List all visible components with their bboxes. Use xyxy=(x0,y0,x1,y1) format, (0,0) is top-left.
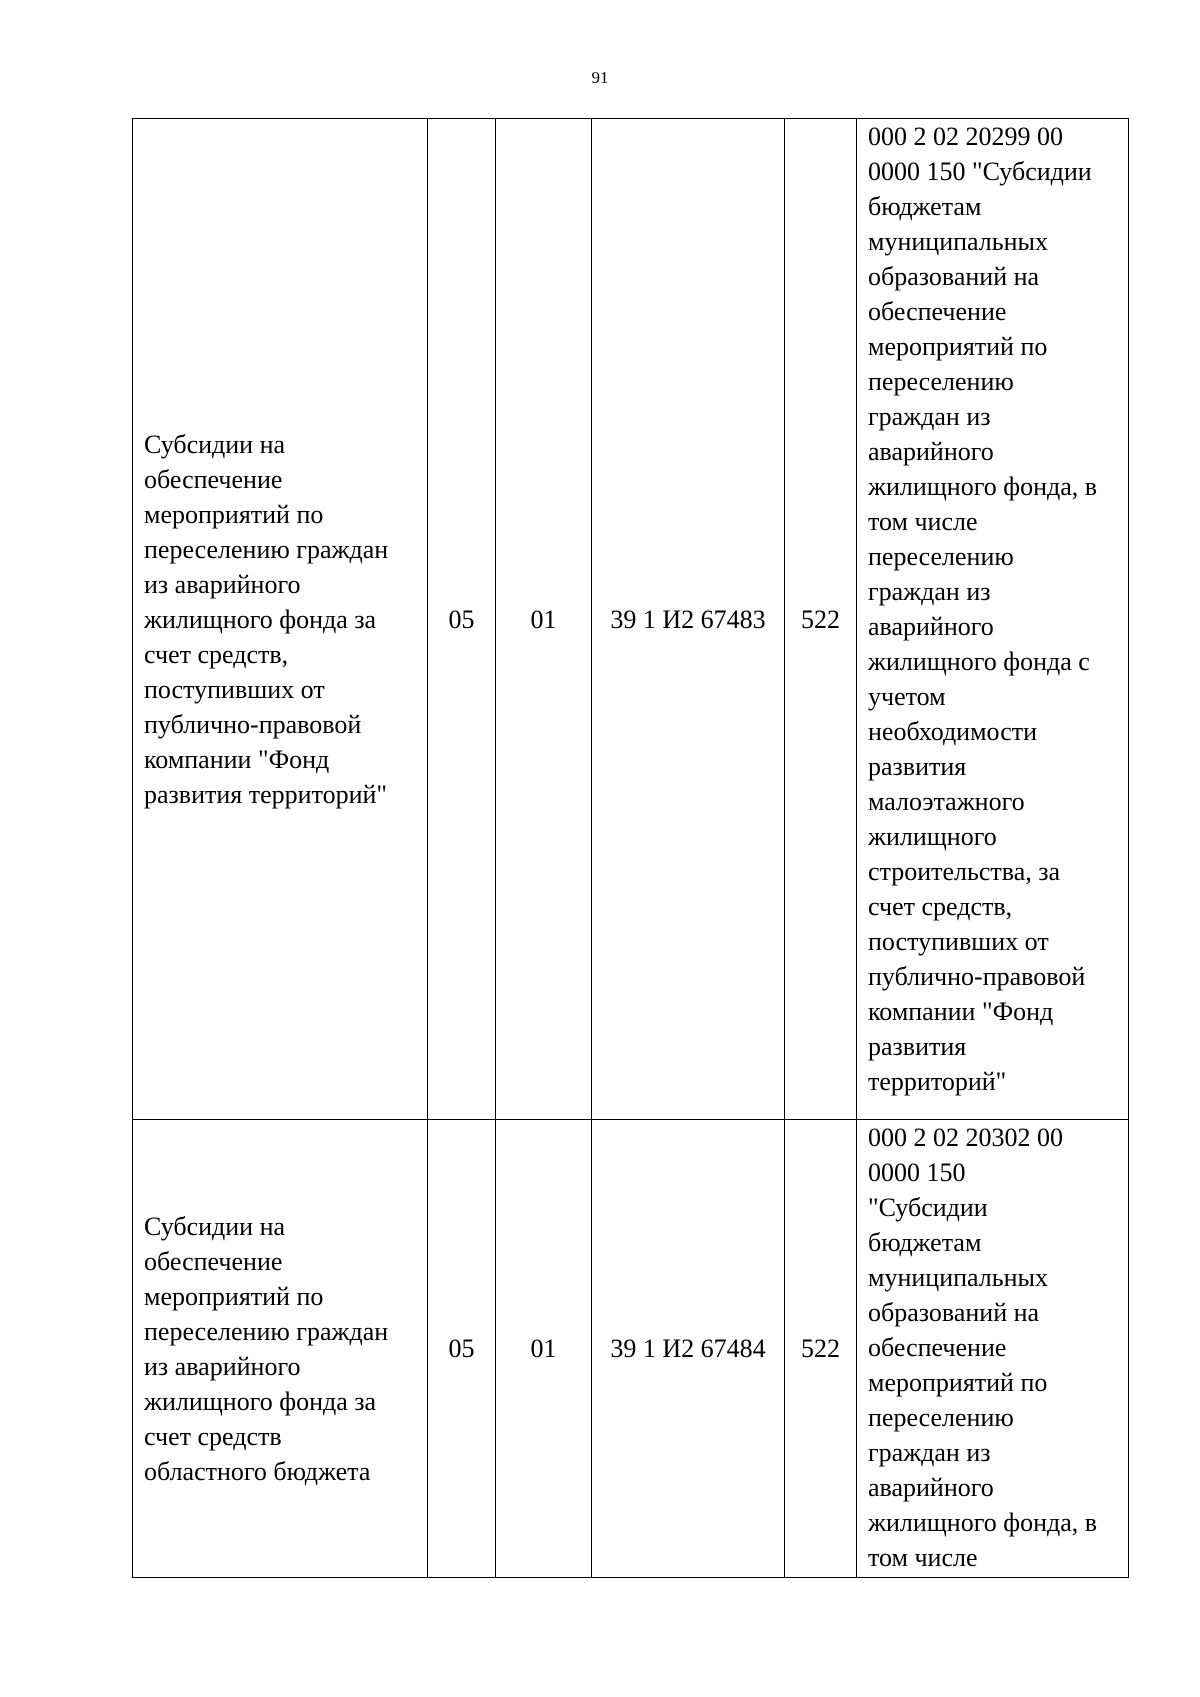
target-article-cell: 39 1 И2 67483 xyxy=(592,119,785,1120)
page-number: 91 xyxy=(591,68,609,87)
description-cell: 000 2 02 20302 00 0000 150 "Субсидии бюджетам муниципальных образований на обеспечение мероприятий по переселению граждан из аварийного жилищного фонда, в том числе xyxy=(857,1120,1129,1578)
subsection-cell: 01 xyxy=(496,1120,592,1578)
budget-table xyxy=(132,118,1129,1578)
subsection-cell: 01 xyxy=(496,119,592,1120)
row-name-cell: Субсидии на обеспечение мероприятий по переселению граждан из аварийного жилищного фонда за счет средств областного бюджета xyxy=(133,1120,428,1578)
table-row xyxy=(133,119,1129,1120)
table-row xyxy=(133,1120,1129,1578)
target-article-cell: 39 1 И2 67484 xyxy=(592,1120,785,1578)
expense-type-cell: 522 xyxy=(785,119,857,1120)
expense-type-cell: 522 xyxy=(785,1120,857,1578)
section-cell: 05 xyxy=(428,119,496,1120)
row-name-cell: Субсидии на обеспечение мероприятий по переселению граждан из аварийного жилищного фонда за счет средств, поступивших от публично-правовой компании "Фонд развития территорий" xyxy=(133,119,428,1120)
description-cell: 000 2 02 20299 00 0000 150 "Субсидии бюджетам муниципальных образований на обеспечение мероприятий по переселению граждан из аварийного жилищного фонда, в том числе переселению граждан из аварийного жилищного фонда с учетом необходимости развития малоэтажного жилищного строительства, за счет средств, поступивших от публично-правовой компании "Фонд развития территорий" xyxy=(857,119,1129,1120)
section-cell: 05 xyxy=(428,1120,496,1578)
